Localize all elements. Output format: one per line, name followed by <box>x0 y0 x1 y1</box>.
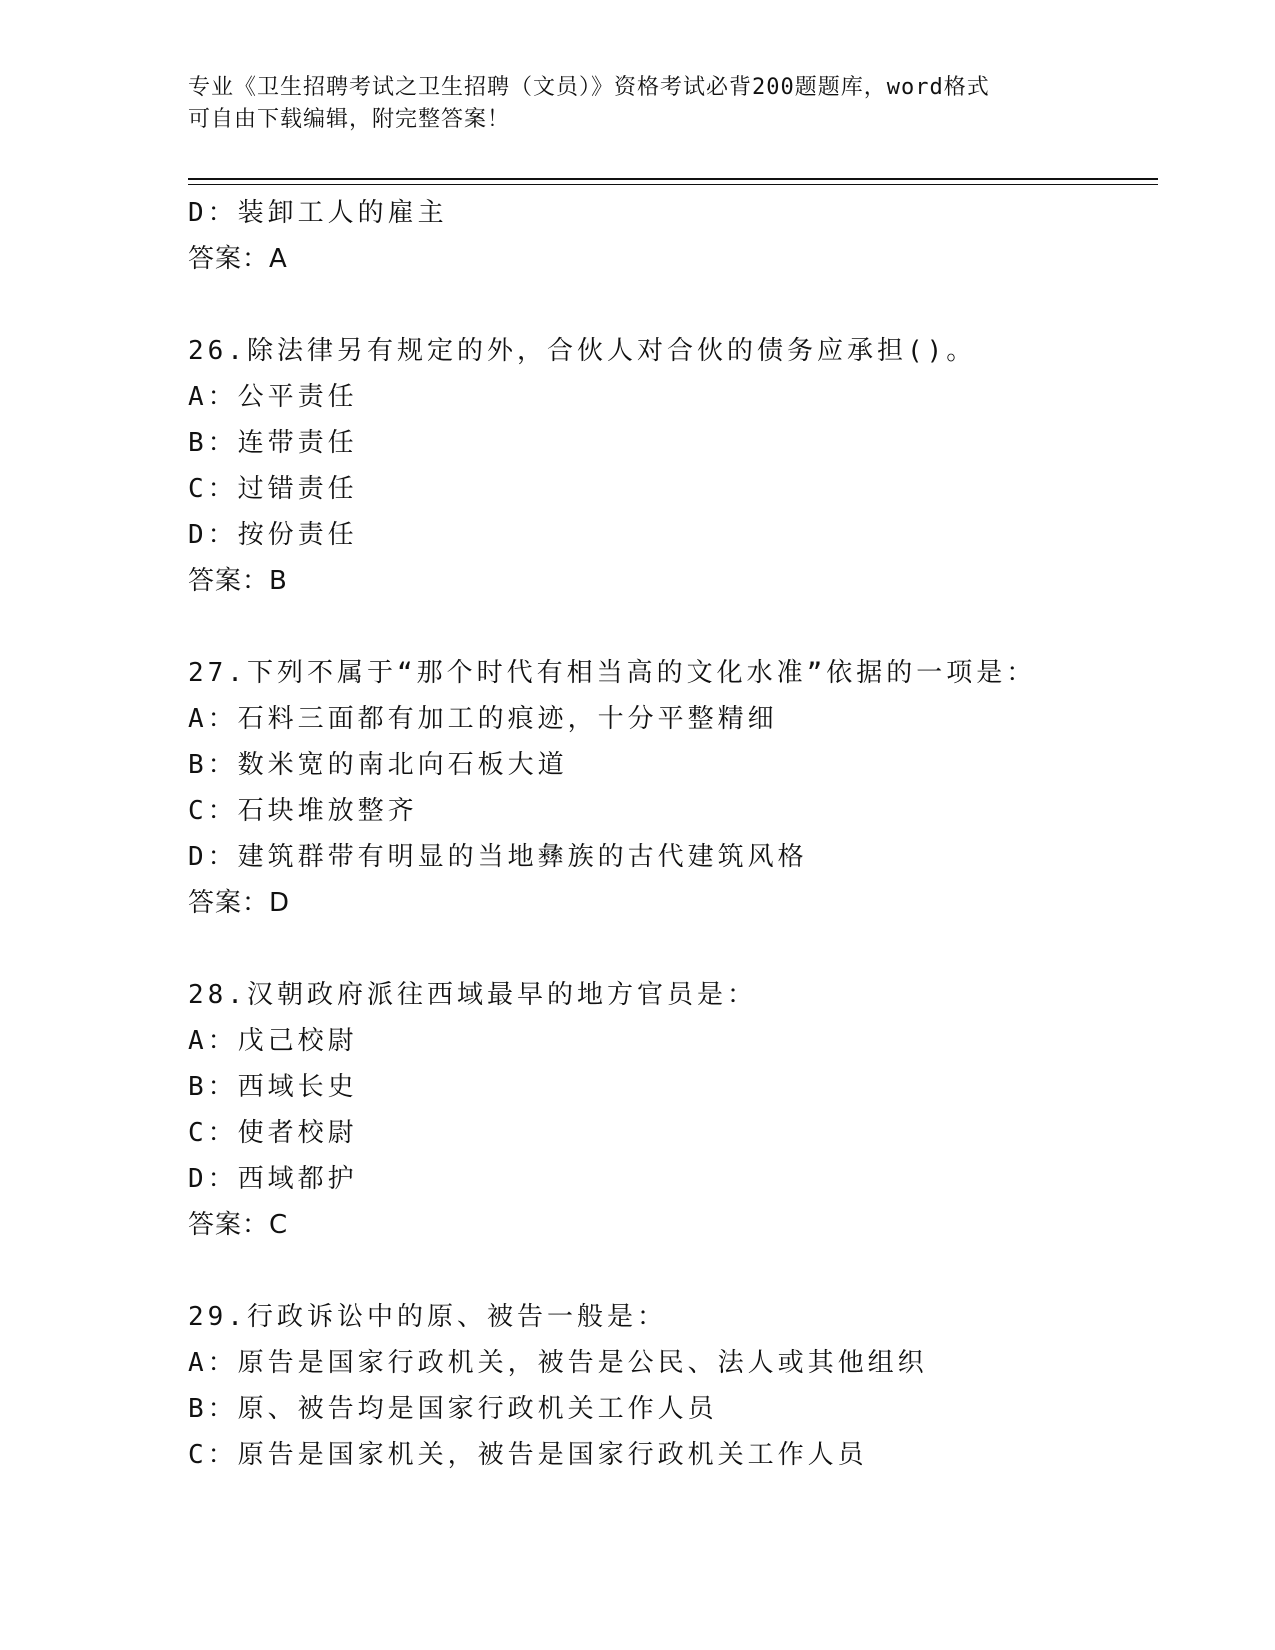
option-c: C：使者校尉 <box>188 1118 358 1148</box>
option-a: A：戊己校尉 <box>188 1026 358 1056</box>
spacer <box>188 926 1158 972</box>
answer-line: 答案：C <box>188 1210 289 1240</box>
header-title-line-1: 专业《卫生招聘考试之卫生招聘（文员）》资格考试必背200题题库，word格式 <box>188 75 990 100</box>
question-26 <box>188 328 1158 604</box>
option-b: B：连带责任 <box>188 428 358 458</box>
option-d: D：西域都护 <box>188 1164 358 1194</box>
option-b: B：原、被告均是国家行政机关工作人员 <box>188 1394 718 1424</box>
question-25-tail <box>188 190 1158 282</box>
option-a: A：原告是国家行政机关，被告是公民、法人或其他组织 <box>188 1348 928 1378</box>
option-d: D：按份责任 <box>188 520 358 550</box>
answer-line: 答案：D <box>188 888 291 918</box>
option-c: C：石块堆放整齐 <box>188 796 418 826</box>
option-a: A：公平责任 <box>188 382 358 412</box>
answer-line: 答案：A <box>188 244 288 274</box>
question-text: 28.汉朝政府派往西域最早的地方官员是： <box>188 980 757 1010</box>
question-29 <box>188 1294 1158 1478</box>
option-a: A：石料三面都有加工的痕迹，十分平整精细 <box>188 704 778 734</box>
header-divider-thin <box>188 184 1158 185</box>
question-list <box>188 190 1158 1478</box>
question-text: 29.行政诉讼中的原、被告一般是： <box>188 1302 667 1332</box>
answer-line: 答案：B <box>188 566 288 596</box>
option-d: D：建筑群带有明显的当地彝族的古代建筑风格 <box>188 842 808 872</box>
page-header <box>188 72 1088 136</box>
option-b: B：数米宽的南北向石板大道 <box>188 750 568 780</box>
option-c: C：原告是国家机关，被告是国家行政机关工作人员 <box>188 1440 868 1470</box>
spacer <box>188 1248 1158 1294</box>
question-text: 26.除法律另有规定的外，合伙人对合伙的债务应承担()。 <box>188 336 977 366</box>
question-text: 27.下列不属于“那个时代有相当高的文化水准”依据的一项是： <box>188 658 1037 688</box>
spacer <box>188 282 1158 328</box>
option-c: C：过错责任 <box>188 474 358 504</box>
question-27 <box>188 650 1158 926</box>
header-title-line-2: 可自由下载编辑，附完整答案！ <box>188 107 511 132</box>
option-b: B：西域长史 <box>188 1072 358 1102</box>
option-d: D：装卸工人的雇主 <box>188 198 448 228</box>
question-28 <box>188 972 1158 1248</box>
spacer <box>188 604 1158 650</box>
header-divider-thick <box>188 178 1158 180</box>
